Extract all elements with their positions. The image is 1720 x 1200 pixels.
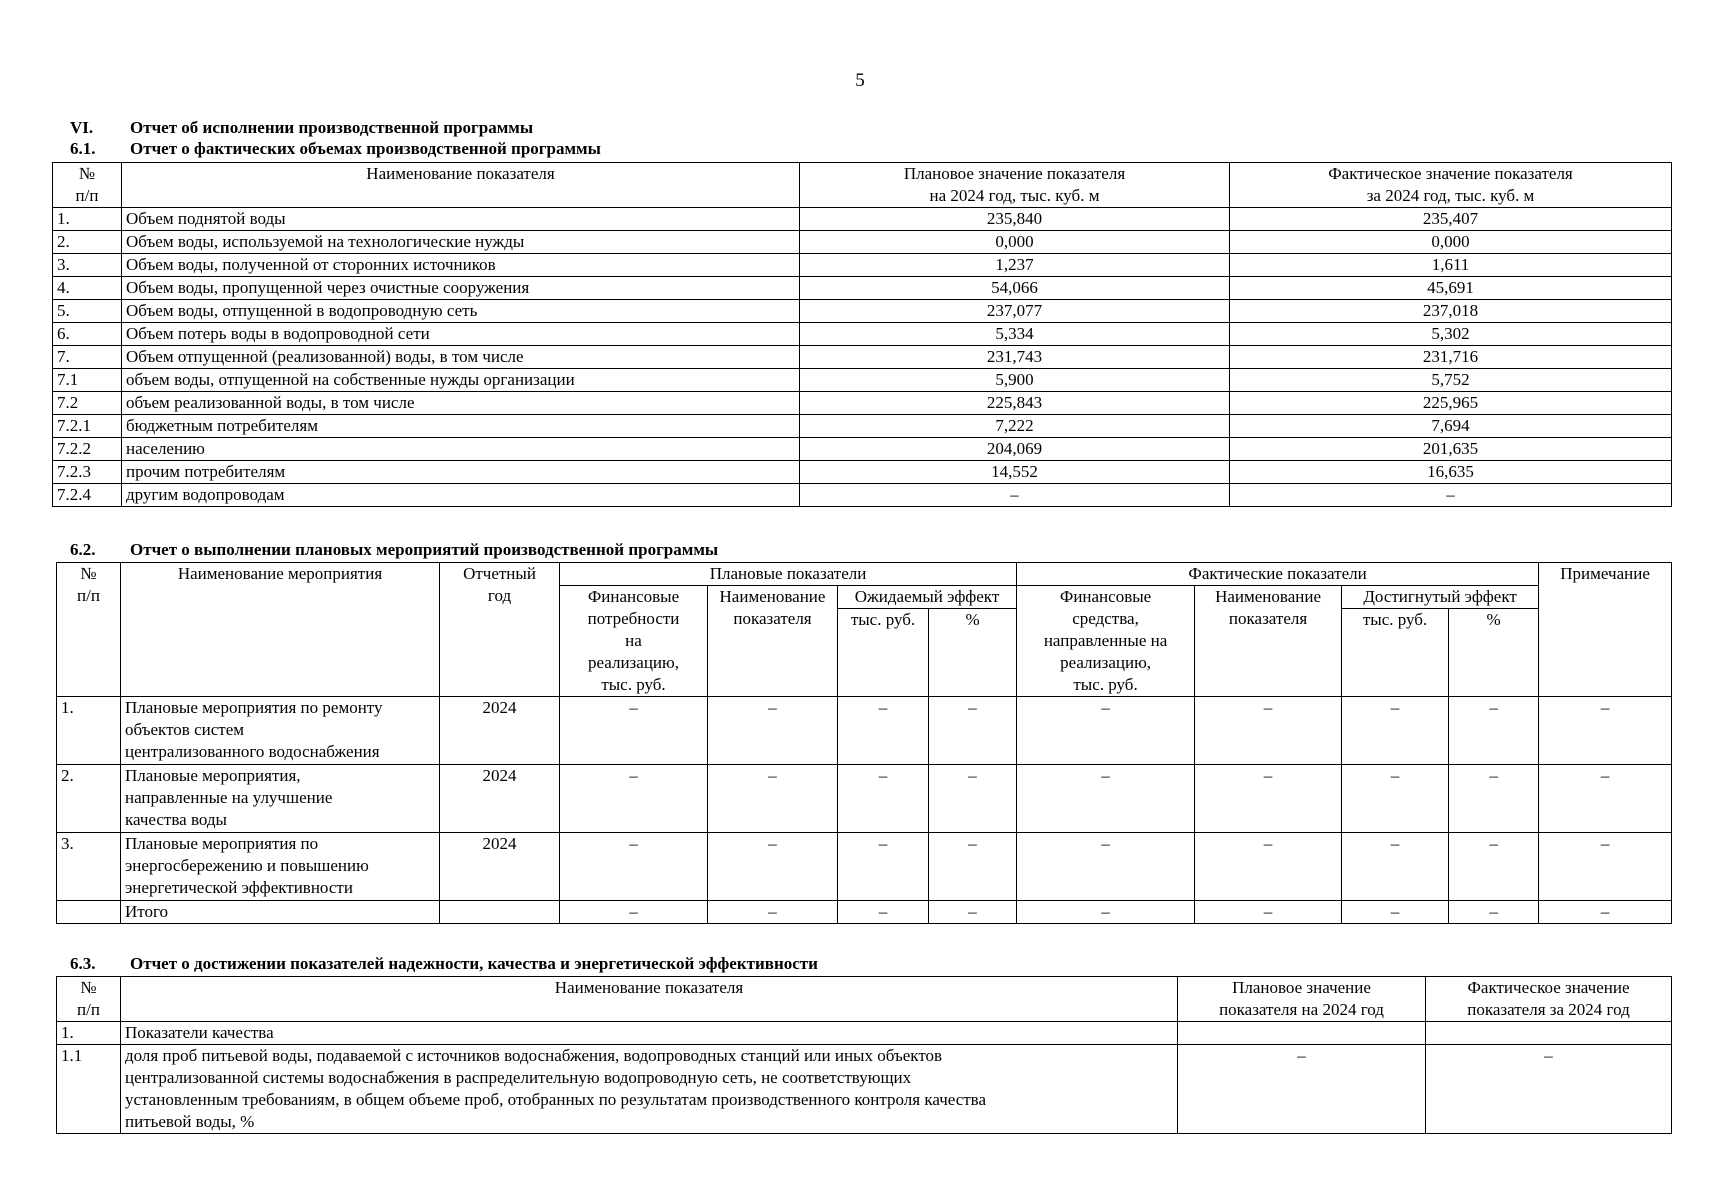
row-fact-value: 45,691: [1230, 277, 1672, 300]
row-name: объем воды, отпущенной на собственные нужды организации: [122, 369, 800, 392]
header-name: Наименование показателя: [121, 977, 1178, 1022]
section-6-heading: [70, 118, 533, 138]
section-6-1-heading: [70, 139, 601, 159]
header-num: [57, 563, 121, 697]
table-row: [53, 323, 1672, 346]
header-plan-indicator: Наименование показателя: [708, 586, 838, 697]
header-plan-effect-rub: тыс. руб.: [838, 609, 929, 697]
row-plan-value: [1178, 1022, 1426, 1045]
row-num: 7.2: [53, 392, 122, 415]
header-activity-name: Наименование мероприятия: [121, 563, 440, 697]
row-name: прочим потребителям: [122, 461, 800, 484]
header-plan-finance-line5: тыс. руб.: [601, 675, 666, 694]
row-num: 1.: [53, 208, 122, 231]
header-plan-finance-line4: реализацию,: [588, 653, 679, 672]
header-fact-line2: показателя за 2024 год: [1467, 1000, 1630, 1019]
header-num-line2: п/п: [77, 586, 100, 605]
total-label: Итого: [121, 901, 440, 924]
total-plan-finance: –: [560, 901, 708, 924]
table-row: [57, 697, 1672, 765]
total-year: [440, 901, 560, 924]
table-row: [53, 231, 1672, 254]
row-name: другим водопроводам: [122, 484, 800, 507]
row-fact-value: 237,018: [1230, 300, 1672, 323]
header-num-line1: №: [80, 978, 97, 997]
row-activity-name-line: энергетической эффективности: [125, 878, 353, 897]
row-name: Объем воды, отпущенной в водопроводную сеть: [122, 300, 800, 323]
row-plan-effect-pct: –: [929, 833, 1017, 901]
row-note: –: [1539, 765, 1672, 833]
total-fact-effect-pct: –: [1449, 901, 1539, 924]
row-plan-finance: –: [560, 765, 708, 833]
row-fact-effect-pct: –: [1449, 765, 1539, 833]
row-activity-name: [121, 697, 440, 765]
row-name-line: питьевой воды, %: [125, 1112, 255, 1131]
row-plan-value: 14,552: [800, 461, 1230, 484]
row-fact-value: –: [1230, 484, 1672, 507]
row-num: 7.: [53, 346, 122, 369]
row-fact-indicator: –: [1195, 765, 1342, 833]
row-name: Объем воды, используемой на технологические нужды: [122, 231, 800, 254]
row-plan-effect-pct: –: [929, 765, 1017, 833]
row-fact-effect-pct: –: [1449, 833, 1539, 901]
row-plan-value: 235,840: [800, 208, 1230, 231]
header-plan-finance-line2: потребности: [587, 609, 680, 628]
header-fact-indicator-line2: показателя: [1228, 609, 1308, 628]
header-plan-group: Плановые показатели: [560, 563, 1017, 586]
section-6-3-number: 6.3.: [70, 954, 96, 973]
row-num: 5.: [53, 300, 122, 323]
page-number: 5: [855, 70, 865, 91]
row-plan-finance: –: [560, 833, 708, 901]
table-header-row: [57, 977, 1672, 1022]
section-6-number: VI.: [70, 118, 94, 137]
row-name: [121, 1045, 1178, 1134]
header-fact-finance: [1017, 586, 1195, 697]
table-row: [53, 461, 1672, 484]
row-plan-value: 225,843: [800, 392, 1230, 415]
header-plan-finance-line1: Финансовые: [587, 587, 680, 606]
section-6-3-heading: [70, 954, 818, 974]
row-plan-effect-pct: –: [929, 697, 1017, 765]
header-num-line1: №: [78, 164, 96, 183]
total-plan-effect-rub: –: [838, 901, 929, 924]
row-num: 7.2.3: [53, 461, 122, 484]
row-activity-name-line: качества воды: [125, 810, 227, 829]
header-fact: [1230, 163, 1672, 208]
header-plan-effect-pct: %: [929, 609, 1017, 697]
row-num: 2.: [53, 231, 122, 254]
row-num: 7.2.4: [53, 484, 122, 507]
row-name-line: централизованной системы водоснабжения в распределительную водопроводную сеть, не соответствующих: [125, 1068, 912, 1087]
row-plan-value: 204,069: [800, 438, 1230, 461]
header-plan-effect: Ожидаемый эффект: [838, 586, 1017, 609]
row-fact-effect-pct: –: [1449, 697, 1539, 765]
row-fact-value: 0,000: [1230, 231, 1672, 254]
row-name: Показатели качества: [121, 1022, 1178, 1045]
row-fact-value: –: [1426, 1045, 1672, 1134]
header-num: [57, 977, 121, 1022]
row-plan-indicator: –: [708, 697, 838, 765]
table-row: [53, 300, 1672, 323]
section-6-2-title: Отчет о выполнении плановых мероприятий производственной программы: [130, 540, 719, 559]
row-plan-indicator: –: [708, 765, 838, 833]
row-activity-name: [121, 833, 440, 901]
row-fact-value: 7,694: [1230, 415, 1672, 438]
row-activity-name-line: централизованного водоснабжения: [125, 742, 380, 761]
header-fact-group: Фактические показатели: [1017, 563, 1539, 586]
table-row: [53, 277, 1672, 300]
total-fact-indicator: –: [1195, 901, 1342, 924]
table-planned-activities: [56, 562, 1672, 924]
row-activity-name-line: Плановые мероприятия,: [125, 766, 301, 785]
header-note: Примечание: [1539, 563, 1672, 697]
row-fact-effect-rub: –: [1342, 765, 1449, 833]
row-plan-value: 1,237: [800, 254, 1230, 277]
header-fact-finance-line4: реализацию,: [1060, 653, 1152, 672]
header-fact-line1: Фактическое значение показателя: [1328, 164, 1573, 183]
header-plan-line1: Плановое значение: [1232, 978, 1371, 997]
table-row: [53, 254, 1672, 277]
row-fact-indicator: –: [1195, 833, 1342, 901]
row-plan-value: 54,066: [800, 277, 1230, 300]
row-plan-value: 231,743: [800, 346, 1230, 369]
header-num-line2: п/п: [75, 186, 99, 205]
section-6-1-title: Отчет о фактических объемах производственной программы: [130, 139, 601, 158]
row-fact-value: 225,965: [1230, 392, 1672, 415]
row-activity-name-line: Плановые мероприятия по ремонту: [125, 698, 383, 717]
section-6-2-number: 6.2.: [70, 540, 96, 559]
row-fact-value: 1,611: [1230, 254, 1672, 277]
row-activity-name-line: объектов систем: [125, 720, 244, 739]
row-num: 6.: [53, 323, 122, 346]
total-plan-indicator: –: [708, 901, 838, 924]
table-row: [57, 1022, 1672, 1045]
section-6-title: Отчет об исполнении производственной программы: [130, 118, 534, 137]
header-fact-finance-line5: тыс. руб.: [1073, 675, 1138, 694]
row-num: 3.: [57, 833, 121, 901]
row-plan-value: 5,900: [800, 369, 1230, 392]
header-plan-line2: на 2024 год, тыс. куб. м: [929, 186, 1100, 205]
row-fact-value: 5,752: [1230, 369, 1672, 392]
header-plan-finance: [560, 586, 708, 697]
header-plan-line1: Плановое значение показателя: [903, 164, 1126, 183]
table-row: [57, 1045, 1672, 1134]
row-fact-value: [1426, 1022, 1672, 1045]
row-year: 2024: [440, 833, 560, 901]
row-num: 1.: [57, 1022, 121, 1045]
table-row: [53, 208, 1672, 231]
total-plan-effect-pct: –: [929, 901, 1017, 924]
header-plan-line2: показателя на 2024 год: [1219, 1000, 1384, 1019]
row-name-line: доля проб питьевой воды, подаваемой с источников водоснабжения, водопроводных станций или иных объектов: [125, 1046, 943, 1065]
total-fact-effect-rub: –: [1342, 901, 1449, 924]
header-fact-indicator-line1: Наименование: [1215, 587, 1321, 606]
row-fact-finance: –: [1017, 697, 1195, 765]
row-activity-name-line: энергосбережению и повышению: [125, 856, 369, 875]
row-num: 7.1: [53, 369, 122, 392]
header-fact-finance-line3: направленные на: [1043, 631, 1168, 650]
row-plan-value: 5,334: [800, 323, 1230, 346]
header-fact-line1: Фактическое значение: [1467, 978, 1630, 997]
header-fact-indicator: [1195, 586, 1342, 697]
row-activity-name: [121, 765, 440, 833]
row-fact-value: 5,302: [1230, 323, 1672, 346]
table-row: [53, 415, 1672, 438]
row-plan-effect-rub: –: [838, 833, 929, 901]
table-row: [57, 765, 1672, 833]
header-fact-effect-pct: %: [1449, 609, 1539, 697]
row-fact-value: 16,635: [1230, 461, 1672, 484]
header-plan-finance-line3: на: [625, 631, 642, 650]
row-plan-value: 7,222: [800, 415, 1230, 438]
section-6-3-title: Отчет о достижении показателей надежности, качества и энергетической эффективности: [130, 954, 818, 973]
row-plan-effect-rub: –: [838, 697, 929, 765]
row-fact-effect-rub: –: [1342, 697, 1449, 765]
row-num: 2.: [57, 765, 121, 833]
row-plan-value: –: [1178, 1045, 1426, 1134]
header-fact-line2: за 2024 год, тыс. куб. м: [1366, 186, 1535, 205]
total-fact-finance: –: [1017, 901, 1195, 924]
table-row: [57, 833, 1672, 901]
row-plan-indicator: –: [708, 833, 838, 901]
table-production-volumes: [52, 162, 1672, 507]
total-note: –: [1539, 901, 1672, 924]
row-num: 4.: [53, 277, 122, 300]
header-num: [53, 163, 122, 208]
row-note: –: [1539, 697, 1672, 765]
header-year-line2: год: [487, 586, 512, 605]
header-fact-finance-line2: средства,: [1072, 609, 1139, 628]
row-fact-indicator: –: [1195, 697, 1342, 765]
row-plan-value: 237,077: [800, 300, 1230, 323]
row-name: населению: [122, 438, 800, 461]
row-name: объем реализованной воды, в том числе: [122, 392, 800, 415]
row-plan-value: 0,000: [800, 231, 1230, 254]
header-fact-finance-line1: Финансовые: [1059, 587, 1152, 606]
table-quality-indicators: [56, 976, 1672, 1134]
row-name-line: установленным требованиям, в общем объеме проб, отобранных по результатам производственного контроля качества: [125, 1090, 987, 1109]
header-num-line1: №: [80, 564, 97, 583]
header-num-line2: п/п: [77, 1000, 100, 1019]
table-row: [53, 392, 1672, 415]
row-name: Объем воды, полученной от сторонних источников: [122, 254, 800, 277]
row-name: Объем поднятой воды: [122, 208, 800, 231]
row-fact-finance: –: [1017, 833, 1195, 901]
table-row: [53, 484, 1672, 507]
table-total-row: [57, 901, 1672, 924]
header-year: [440, 563, 560, 697]
header-fact: [1426, 977, 1672, 1022]
row-num: 3.: [53, 254, 122, 277]
section-6-1-number: 6.1.: [70, 139, 96, 158]
row-num: 1.: [57, 697, 121, 765]
section-6-2-heading: [70, 540, 718, 560]
row-fact-finance: –: [1017, 765, 1195, 833]
header-name: Наименование показателя: [122, 163, 800, 208]
row-num: 1.1: [57, 1045, 121, 1134]
row-activity-name-line: Плановые мероприятия по: [125, 834, 319, 853]
row-plan-finance: –: [560, 697, 708, 765]
table-row: [53, 438, 1672, 461]
row-note: –: [1539, 833, 1672, 901]
row-year: 2024: [440, 765, 560, 833]
table-header-row-1: [57, 563, 1672, 586]
row-plan-effect-rub: –: [838, 765, 929, 833]
row-name: Объем отпущенной (реализованной) воды, в том числе: [122, 346, 800, 369]
row-num: 7.2.2: [53, 438, 122, 461]
total-num: [57, 901, 121, 924]
row-fact-effect-rub: –: [1342, 833, 1449, 901]
row-fact-value: 201,635: [1230, 438, 1672, 461]
table-row: [53, 369, 1672, 392]
header-plan: [1178, 977, 1426, 1022]
row-fact-value: 235,407: [1230, 208, 1672, 231]
header-fact-effect-rub: тыс. руб.: [1342, 609, 1449, 697]
table-header-row: [53, 163, 1672, 208]
row-year: 2024: [440, 697, 560, 765]
header-year-line1: Отчетный: [463, 564, 536, 583]
table-row: [53, 346, 1672, 369]
header-plan: [800, 163, 1230, 208]
row-name: бюджетным потребителям: [122, 415, 800, 438]
row-num: 7.2.1: [53, 415, 122, 438]
row-plan-value: –: [800, 484, 1230, 507]
row-activity-name-line: направленные на улучшение: [125, 788, 333, 807]
row-name: Объем потерь воды в водопроводной сети: [122, 323, 800, 346]
header-fact-effect: Достигнутый эффект: [1342, 586, 1539, 609]
row-fact-value: 231,716: [1230, 346, 1672, 369]
row-name: Объем воды, пропущенной через очистные сооружения: [122, 277, 800, 300]
